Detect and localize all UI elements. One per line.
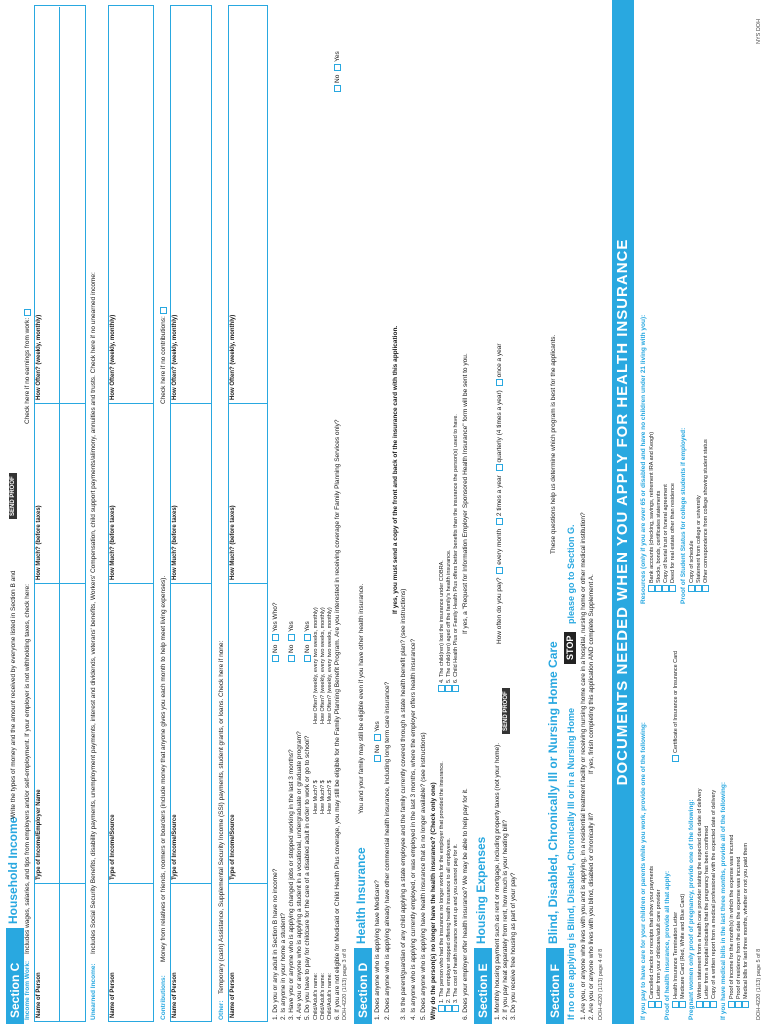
doc-2-1: Health Insurance Termination Letter bbox=[672, 912, 680, 1010]
f-q1: 1. Are you, or anyone who lives with you and is applying, in a residential treatment facility or receiving nursing home care in a hospital, nursing home or other medical institution? bbox=[580, 512, 587, 1020]
doc-group-4-title: If you have medical bills in the last three months, provide all of the following: bbox=[720, 781, 727, 1020]
doc-5-3: Copy of burial trust or funeral agreement bbox=[662, 484, 670, 594]
section-e-title: Housing Expenses bbox=[474, 836, 488, 944]
doc-1-1: Cancelled checks or receipts that show your payments bbox=[648, 866, 656, 1010]
doc-3-2: Letter from a hospital indicating that the pregnancy has been confirmed bbox=[703, 826, 711, 1010]
c-q1: 1. Do you or any adult in Section B have no income? bbox=[272, 868, 279, 1020]
work-desc: Includes wages, salaries, and tips from employers and/or self-employment. If your employer is not withholding taxes, check here: bbox=[24, 584, 31, 954]
c-q3-no-checkbox[interactable] bbox=[288, 655, 295, 662]
doc-4-2: Proof of residency from the date the expense was incurred bbox=[735, 857, 743, 1010]
go-section-g: please go to Section G. bbox=[566, 524, 576, 624]
contrib-desc: Money from relatives or friends, roomers or boarders (include money that anyone gives you each month to help meet living expenses). bbox=[160, 575, 167, 962]
send-proof-badge: SEND PROOF bbox=[9, 473, 17, 519]
doc-4-1: Proof of income for the month(s) in which the expense was incurred bbox=[728, 835, 736, 1010]
unearned-col-name: Name of Person bbox=[110, 972, 116, 1018]
d-q4: 4. Is anyone who is applying currently employed, or was employed in the last 3 months, where the employer offers health insurance? bbox=[410, 638, 417, 1020]
work-col-name: Name of Person bbox=[36, 972, 42, 1018]
contrib-col-often: How Often? (weekly, monthly) bbox=[172, 314, 178, 400]
family-planning-question: 6. If you are not eligible for Medicaid or Child Health Plus coverage, you may still be eligible for the Family Planning Benefit Program. Are you interested in receiving coverage for Family Planning Services only? bbox=[334, 419, 341, 1020]
d-reason-5: 5. The child(ren) aged off the family's health insurance. bbox=[445, 549, 453, 694]
d-q2-note: If yes, you must send a copy of the front and back of the insurance card with this application. bbox=[392, 325, 399, 614]
section-f-title: Blind, Disabled, Chronically Ill or Nursing Home Care bbox=[546, 641, 560, 944]
unearned-col-amount: How Much? (before taxes) bbox=[110, 505, 116, 580]
documents-banner: DOCUMENTS NEEDED WHEN YOU APPLY FOR HEALTH INSURANCE bbox=[612, 0, 634, 1024]
doc-group-3-title: Pregnant women only proof of pregnancy, provide one of the following: bbox=[688, 799, 695, 1020]
other-col-often: How Often? (weekly, monthly) bbox=[230, 314, 236, 400]
f-q2-note: If yes, finish completing this application AND complete Supplement A. bbox=[588, 574, 595, 774]
contrib-col-name: Name of Person bbox=[172, 972, 178, 1018]
doc-6-3: Other correspondence from college showing student status bbox=[702, 439, 710, 594]
work-col-often: How Often? (weekly, monthly) bbox=[36, 314, 42, 400]
doc-2-2: Medicare Card (Red, White and Blue Card) bbox=[679, 894, 687, 1010]
doc-group-5-title: Resources (only if you are over 65 or disabled and have no children under 21 living with you): bbox=[640, 314, 647, 604]
doc-5-2: Stocks, bonds, certificates statements bbox=[655, 491, 663, 594]
section-e-label: Section E bbox=[474, 948, 492, 1024]
other-col-name: Name of Person bbox=[230, 972, 236, 1018]
d-reason-2: 2. The employer stopped offering health insurance to all employees. bbox=[445, 838, 453, 1014]
c-q5-no-checkbox[interactable] bbox=[304, 655, 311, 662]
unearned-desc: Includes Social Security Benefits, disability payments, unemployment payments, interest and dividends, veterans' benefits, Workers' Compensation, child support payments/alimony, annuities and trusts. Check here if no unearned income: bbox=[90, 272, 97, 954]
work-heading: Income from Work: bbox=[24, 960, 31, 1020]
section-c-title: Household Income bbox=[6, 816, 20, 924]
work-col-amount: How Much? (before taxes) bbox=[36, 505, 42, 580]
d-why: Why do the person(s) no longer have the health insurance? (Check only one) bbox=[430, 782, 437, 1020]
doc-group-2-title: Proof of health insurance, provide all that apply: bbox=[664, 870, 671, 1020]
e-q3: 3. Do you receive free housing as part of your pay? bbox=[510, 872, 517, 1020]
e-q2: 2. If you pay heat separately from rent, how much is your heating bill? bbox=[502, 819, 509, 1020]
doc-group-1-title: If you pay to have care for your children or parents while you work, provide one of the following: bbox=[640, 722, 647, 1020]
d-q6: 6. Does your employer offer health insurance? We may be able to help pay for it. bbox=[462, 788, 469, 1020]
how-much-2: How Much? $ bbox=[320, 780, 326, 814]
d-reason-4: 4. The child(ren) lost the insurance under COBRA. bbox=[438, 560, 446, 694]
section-f-intro: These questions help us determine which program is best for the applicants. bbox=[550, 334, 557, 554]
doc-5-1: Bank accounts (checking, savings, retirement IRA and Keogh) bbox=[648, 432, 656, 594]
family-planning-answers: No Yes bbox=[334, 51, 342, 94]
doc-3-1: Written statement from a health care provider stating the expected due date of delivery bbox=[696, 788, 704, 1010]
work-col-type: Type of Income/Employer Name bbox=[36, 789, 42, 880]
section-d-title: Health Insurance bbox=[354, 847, 368, 944]
childcare-2: Child/Adult's name: bbox=[320, 972, 326, 1020]
e-how-often: How often do you pay? every month 2 times a year quarterly (4 times a year) once a year bbox=[496, 343, 504, 644]
no-contrib-checkbox[interactable] bbox=[160, 307, 167, 314]
doc-1-2: Letter from your childcare/adult care provider bbox=[655, 890, 663, 1010]
d-reason-1: 1. The person who had the insurance no longer works for the employer that provided the insurance. bbox=[438, 761, 446, 1014]
c-q3-yes-checkbox[interactable] bbox=[288, 634, 295, 641]
c-q4: 4. Are you or anyone who is applying a student in a vocational, undergraduate or graduate program? bbox=[296, 731, 303, 1020]
childcare-3: Child/Adult's name: bbox=[327, 972, 333, 1020]
d-q1-no-checkbox[interactable] bbox=[374, 755, 381, 762]
c-q5-answers: No Yes bbox=[304, 621, 312, 664]
d-fill-note: If yes, a "Request for Information Employer Sponsored Health Insurance" form will be sent to you. bbox=[462, 353, 469, 634]
c-q5: 5. Do you have to pay for childcare for the care of a disabled adult in order to work or go to school? bbox=[304, 735, 311, 1020]
d-q5: 5. Does anyone who is applying have health insurance that is no longer available? (see instructions) bbox=[420, 732, 427, 1020]
doc-5-4: Deed for real estate other than residence bbox=[669, 483, 677, 594]
c-q5-yes-checkbox[interactable] bbox=[304, 634, 311, 641]
section-d-intro: You and your family may still be eligible even if you have other health insurance. bbox=[358, 583, 365, 814]
doc-2-3: Certificate of Insurance or Insurance Card bbox=[672, 651, 680, 764]
stop-badge: STOP bbox=[564, 632, 576, 664]
f-q2: 2. Are you or anyone who lives with you blind, disabled or chronically ill? bbox=[588, 812, 595, 1020]
contrib-col-amount: How Much? (before taxes) bbox=[172, 505, 178, 580]
other-col-amount: How Much? (before taxes) bbox=[230, 505, 236, 580]
d-q1-answers: No Yes bbox=[374, 721, 382, 764]
c-q1-answers: No Yes Who? bbox=[272, 602, 280, 664]
contrib-none: Check here if no contributions: bbox=[160, 305, 168, 404]
d-q2: 2. Does anyone who is applying already have other commercial health insurance, including long term care insurance? bbox=[384, 681, 391, 1020]
contrib-col-type: Type of Income/Source bbox=[172, 814, 178, 880]
contrib-heading: Contributions: bbox=[160, 975, 167, 1020]
e-q1: 1. Monthly housing payment such as rent or mortgage, including property taxes (not your home). bbox=[494, 742, 501, 1020]
d-q1: 1. Does anyone who is applying have Medicare? bbox=[374, 880, 381, 1020]
c-q2: 2. Is anyone in your home a student? bbox=[280, 913, 287, 1020]
section-c-label: Section C bbox=[6, 928, 24, 1024]
doc-6-1: Copy of schedule bbox=[688, 541, 696, 595]
c-q3: 3. Have you or anyone who is applying changed jobs or stopped working in the last 3 months? bbox=[288, 749, 295, 1020]
section-f-label: Section F bbox=[546, 948, 564, 1024]
nys-doh-mark: NYS DOH bbox=[756, 18, 762, 44]
fp-no-checkbox[interactable] bbox=[334, 85, 341, 92]
doc-3-3: Copy of a written report from a medical professional with the expected date of delivery bbox=[710, 790, 718, 1010]
unearned-col-often: How Often? (weekly, monthly) bbox=[110, 314, 116, 400]
other-col-type: Type of Income/Source bbox=[230, 814, 236, 880]
doc-4-3: Medical bills for last three months, whether or not you paid them bbox=[742, 843, 750, 1010]
section-d-label: Section D bbox=[354, 948, 372, 1024]
c-q1-no-checkbox[interactable] bbox=[272, 655, 279, 662]
section-c-intro: Write the types of money and the amount received by everyone listed in Section B and bbox=[10, 570, 17, 819]
d-q1-yes-checkbox[interactable] bbox=[374, 734, 381, 741]
work-no-earnings: Check here if no earnings from work: bbox=[24, 307, 32, 424]
doc-6-2: Statement from college or university bbox=[695, 495, 703, 594]
d-reason-3: 3. The cost of health insurance went up and you cannot pay for it. bbox=[452, 844, 460, 1014]
how-often-3: How Often? (weekly, every two weeks, monthly) bbox=[327, 607, 333, 724]
childcare-1: Child/Adult's name: bbox=[313, 972, 319, 1020]
page-5-footer: DOH-4220 (1/13) page 5 of 8 bbox=[756, 948, 762, 1020]
how-much-1: How Much? $ bbox=[313, 780, 319, 814]
section-f-subtitle: If no one applying is Blind, Disabled, Chronically Ill or in a Nursing Home bbox=[566, 707, 576, 1020]
no-earnings-checkbox[interactable] bbox=[24, 309, 31, 316]
d-reason-6: 6. Child Health Plus or Family Health Plus offers better benefits than the insurance the person(s) used to have. bbox=[452, 414, 460, 694]
d-q3: 3. Is the parent/guardian of any child applying a state employee and the family currently covered through a state health benefit plan? (see instructions) bbox=[400, 588, 407, 1020]
fp-yes-checkbox[interactable] bbox=[334, 64, 341, 71]
c-q1-yes-checkbox[interactable] bbox=[272, 634, 279, 641]
unearned-heading: Unearned Income: bbox=[90, 963, 97, 1020]
page-3-footer: DOH-4220 (1/13) page 3 of 8 bbox=[342, 948, 348, 1020]
c-q3-answers: No Yes bbox=[288, 621, 296, 664]
doc-group-6-title: Proof of Student Status for college students if employed: bbox=[680, 427, 687, 604]
e-send-proof: SEND PROOF bbox=[502, 688, 510, 734]
how-often-2: How Often? (weekly, every two weeks, monthly) bbox=[320, 607, 326, 724]
how-often-1: How Often? (weekly, every two weeks, monthly) bbox=[313, 607, 319, 724]
how-much-3: How Much? $ bbox=[327, 780, 333, 814]
other-desc: Temporary (cash) Assistance, Supplemental Security Income (SSI) payments, student grants, or loans. Check here if none: bbox=[218, 640, 225, 994]
page-4-footer: DOH-4220 (1/13) page 4 of 8 bbox=[598, 948, 604, 1020]
unearned-col-type: Type of Income/Source bbox=[110, 814, 116, 880]
other-heading: Other: bbox=[218, 1000, 225, 1020]
